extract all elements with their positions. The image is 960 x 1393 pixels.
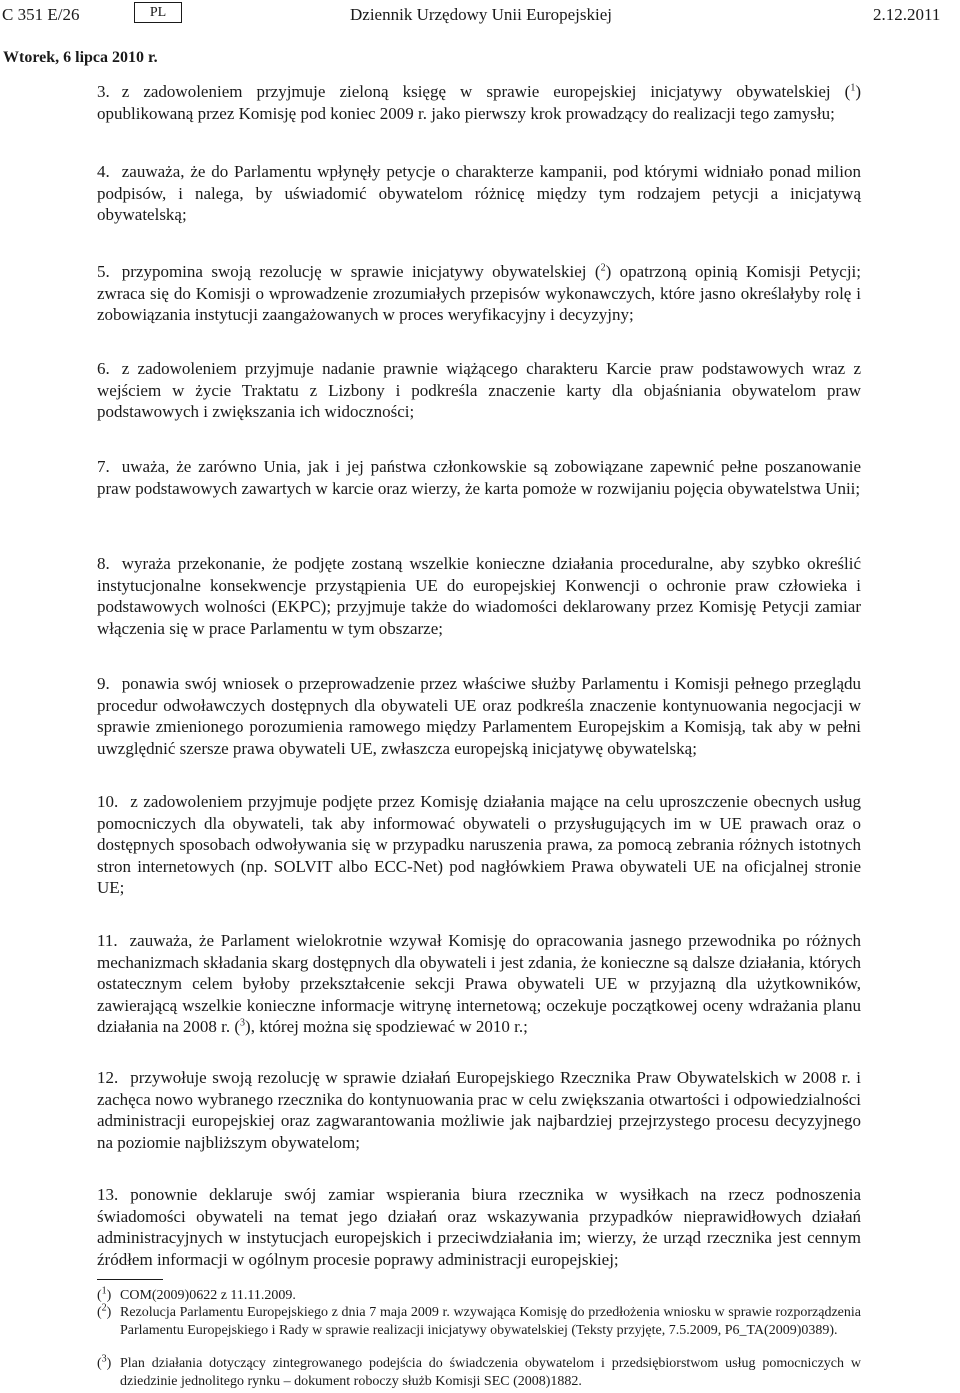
footnote-number: ($^3$) — [97, 1353, 112, 1371]
footnote-number: ($^1$) — [97, 1285, 112, 1303]
paragraph-8 — [97, 553, 861, 639]
footnote-text: Rezolucja Parlamentu Europejskiego z dnia 7 maja 2009 r. wzywająca Komisję do przedłożenia wniosku w sprawie rozporządzenia Parlamentu Europejskiego i Rady w sprawie realizacji inicjatywy obywatelskiej (Teksty przyjęte, 7.5.2009, P6_TA(2009)0389). — [120, 1305, 861, 1338]
paragraph-number: 5. — [97, 262, 110, 281]
footnote-3 — [97, 1355, 861, 1390]
session-date: Wtorek, 6 lipca 2010 r. — [3, 49, 158, 66]
paragraph-10 — [97, 791, 861, 899]
paragraph-4 — [97, 161, 861, 226]
paragraph-11 — [97, 930, 861, 1038]
paragraph-text: z zadowoleniem przyjmuje nadanie prawnie wiążącego charakteru Karcie praw podstawowych wraz z wejściem w życie Traktatu z Lizbony i podkreśla znaczenie karty dla objaśniania obywatelom praw podstawowych i zwiększania ich widoczności; — [97, 359, 861, 421]
paragraph-text: wyraża przekonanie, że podjęte zostaną wszelkie konieczne działania proceduralne, aby szybko określić instytucjonalne konsekwencje przystąpienia UE do europejskiej Konwencji o ochronie praw człowieka i podstawowych wolności (EKPC); przyjmuje także do wiadomości deklarowany przez Komisję Petycji zamiar włączenia się w prace Parlamentu w tym obszarze; — [97, 554, 861, 638]
paragraph-text: ponawia swój wniosek o przeprowadzenie przez właściwe służby Parlamentu i Komisji pełnego przeglądu procedur odwoławczych dostępnych dla obywateli UE oraz podkreśla znaczenie kontynuowania negocjacji w sprawie zmienionego porozumienia ramowego między Parlamentem Europejskim a Komisją, tak aby w pełni uwzględnić szersze prawa obywateli UE, zwłaszcza europejską inicjatywę obywatelską; — [97, 674, 861, 758]
paragraph-12 — [97, 1067, 861, 1153]
footnote-2 — [97, 1304, 861, 1339]
paragraph-text: zauważa, że do Parlamentu wpłynęły petycje o charakterze kampanii, pod którymi widniało ponad milion podpisów, i nalega, by uświadomić obywatelom różnicę między tym rodzajem petycji a inicjatywą obywatelską; — [97, 162, 861, 224]
paragraph-text: ponownie deklaruje swój zamiar wspierania biura rzecznika w wysiłkach na rzecz podnoszenia świadomości obywateli na temat jego działań oraz wskazywania przypadków nieprawidłowych działań administracyjnych w instytucjach europejskich i przeciwdziałania im; wierzy, że urząd rzecznika jest cennym źródłem informacji w ogólnym procesie poprawy administracji europejskiej; — [97, 1185, 861, 1269]
footnote-ref[interactable]: 3 — [240, 1017, 246, 1029]
paragraph-number: 13. — [97, 1185, 119, 1204]
journal-title: Dziennik Urzędowy Unii Europejskiej — [350, 5, 613, 24]
journal-series-number: C 351 E/26 — [2, 5, 80, 24]
paragraph-text: z zadowoleniem przyjmuje zieloną księgę w sprawie europejskiej inicjatywy obywatelskiej ( — [121, 82, 851, 101]
paragraph-number: 6. — [97, 359, 110, 378]
paragraph-number: 4. — [97, 162, 110, 181]
footnote-separator — [97, 1279, 163, 1280]
paragraph-text: ) opublikowaną przez Komisję pod koniec 2009 r. jako pierwszy krok prowadzący do realizacji tego zamysłu; — [97, 82, 861, 123]
footnote-ref[interactable]: 2 — [600, 262, 606, 274]
publication-date: 2.12.2011 — [873, 5, 941, 24]
paragraph-text: z zadowoleniem przyjmuje podjęte przez Komisję działania mające na celu uproszczenie obecnych usług pomocniczych dla obywateli, tak aby informować obywateli o przysługujących im w UE prawach oraz o dostępnych sposobach odwoływania się w przypadku naruszenia prawa, za pomocą zebrania różnych istotnych stron internetowych (np. SOLVIT albo ECC-Net) pod nagłówkiem Prawa obywateli UE na oficjalnej stronie UE; — [97, 792, 861, 897]
paragraph-5 — [97, 261, 861, 326]
paragraph-text: ) opatrzoną opinią Komisji Petycji; zwraca się do Komisji o wprowadzenie zrozumiałych przepisów wykonawczych, które jasno określałyby rolę i zobowiązania instytucji zaangażowanych w proces weryfikacyjny i decyzyjny; — [97, 262, 861, 324]
paragraph-3 — [97, 81, 861, 124]
paragraph-number: 12. — [97, 1068, 119, 1087]
paragraph-6 — [97, 358, 861, 423]
language-badge: PL — [134, 2, 182, 23]
paragraph-text: przywołuje swoją rezolucję w sprawie działań Europejskiego Rzecznika Praw Obywatelskich w 2008 r. i zachęca nowo wybranego rzecznika do kontynuowania prac w celu zwiększania otwartości i odpowiedzialności administracji europejskiej oraz zagwarantowania możliwie jak najbardziej przejrzystego procesu decyzyjnego na poziomie najbliższym obywatelom; — [97, 1068, 861, 1152]
paragraph-text: przypomina swoją rezolucję w sprawie inicjatywy obywatelskiej ( — [121, 262, 601, 281]
paragraph-number: 3. — [97, 82, 110, 101]
paragraph-number: 11. — [97, 931, 118, 950]
paragraph-text: ), której można się spodziewać w 2010 r.; — [245, 1017, 528, 1036]
paragraph-text: zauważa, że Parlament wielokrotnie wzywał Komisję do opracowania jasnego przewodnika po różnych mechanizmach składania skarg dostępnych dla obywateli i jest zdania, że konieczne są dalsze działania, których ostatecznym celem byłoby przekształcenie sekcji Prawa obywateli UE w przyjazną dla użytkowników, zawierającą wszelkie konieczne informacje witrynę internetową; oczekuje początkowej oceny wdrażania planu działania na 2008 r. ( — [97, 931, 861, 1036]
footnote-number: ($^2$) — [97, 1302, 112, 1320]
footnote-text: COM(2009)0622 z 11.11.2009. — [120, 1288, 296, 1303]
paragraph-13 — [97, 1184, 861, 1270]
paragraph-text: uważa, że zarówno Unia, jak i jej państwa członkowskie są zobowiązane zapewnić pełne poszanowanie praw podstawowych zawartych w karcie oraz wierzy, że karta pomoże w rozwijaniu pojęcia obywatelstwa Unii; — [97, 457, 861, 498]
paragraph-number: 10. — [97, 792, 119, 811]
paragraph-number: 8. — [97, 554, 110, 573]
page-header — [0, 0, 960, 30]
paragraph-number: 7. — [97, 457, 110, 476]
footnote-1 — [97, 1287, 861, 1305]
footnote-ref[interactable]: 1 — [850, 82, 856, 94]
paragraph-number: 9. — [97, 674, 110, 693]
footnote-text: Plan działania dotyczący zintegrowanego podejścia do świadczenia obywatelom i przedsiębiorstwom usług pomocniczych w dziedzinie jednolitego rynku – dokument roboczy służb Komisji SEC (2008)1882. — [120, 1356, 861, 1389]
paragraph-9 — [97, 673, 861, 759]
paragraph-7 — [97, 456, 861, 499]
